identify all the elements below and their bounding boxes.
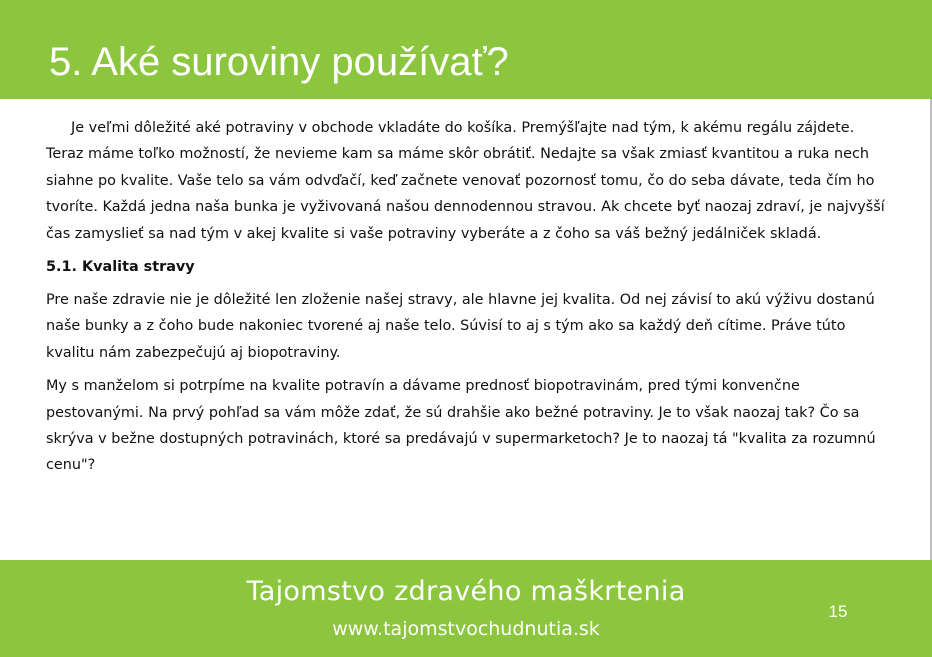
page-header — [0, 0, 932, 99]
section-paragraph: Pre naše zdravie nie je dôležité len zloženie našej stravy, ale hlavne jej kvalita. Od nej závisí to akú výživu dostanú naše bunky a z čoho bude nakoniec tvorené aj naše telo. Súvisí to aj s tým ako sa každý deň cítime. Práve túto kvalitu nám zabezpečujú aj biopotraviny. — [46, 292, 875, 361]
footer-website-link[interactable]: www.tajomstvochudnutia.sk — [332, 618, 600, 640]
footer-book-title: Tajomstvo zdravého maškrtenia — [246, 576, 686, 607]
page-content — [46, 115, 886, 479]
page-title: 5. Aké suroviny používať? — [49, 40, 509, 84]
page-footer — [0, 560, 932, 657]
section-paragraph: My s manželom si potrpíme na kvalite potravín a dávame prednosť biopotravinám, pred tými konvenčne pestovanými. Na prvý pohľad sa vám môže zdať, že sú drahšie ako bežné potraviny. Je to však naozaj tak? Čo sa skrýva v bežne dostupných potravinách, ktoré sa predávajú v supermarketoch? Je to naozaj tá "kvalita za rozumnú cenu"? — [46, 378, 876, 474]
intro-paragraph: Je veľmi dôležité aké potraviny v obchode vkladáte do košíka. Premýšľajte nad tým, k akému regálu zájdete. Teraz máme toľko možností, že nevieme kam sa máme skôr obrátiť. Nedajte sa však zmiasť kvantitou a ruka nech siahne po kvalite. Vaše telo sa vám odvďačí, keď začnete venovať pozornosť tomu, čo do seba dávate, teda čím ho tvoríte. Každá jedna naša bunka je vyživovaná našou dennodennou stravou. Ak chcete byť naozaj zdraví, je najvyšší čas zamyslieť sa nad tým v akej kvalite si vaše potraviny vyberáte a z čoho sa váš bežný jedálniček skladá. — [46, 120, 885, 242]
page-number: 15 — [828, 602, 848, 621]
section-heading: 5.1. Kvalita stravy — [46, 259, 195, 276]
